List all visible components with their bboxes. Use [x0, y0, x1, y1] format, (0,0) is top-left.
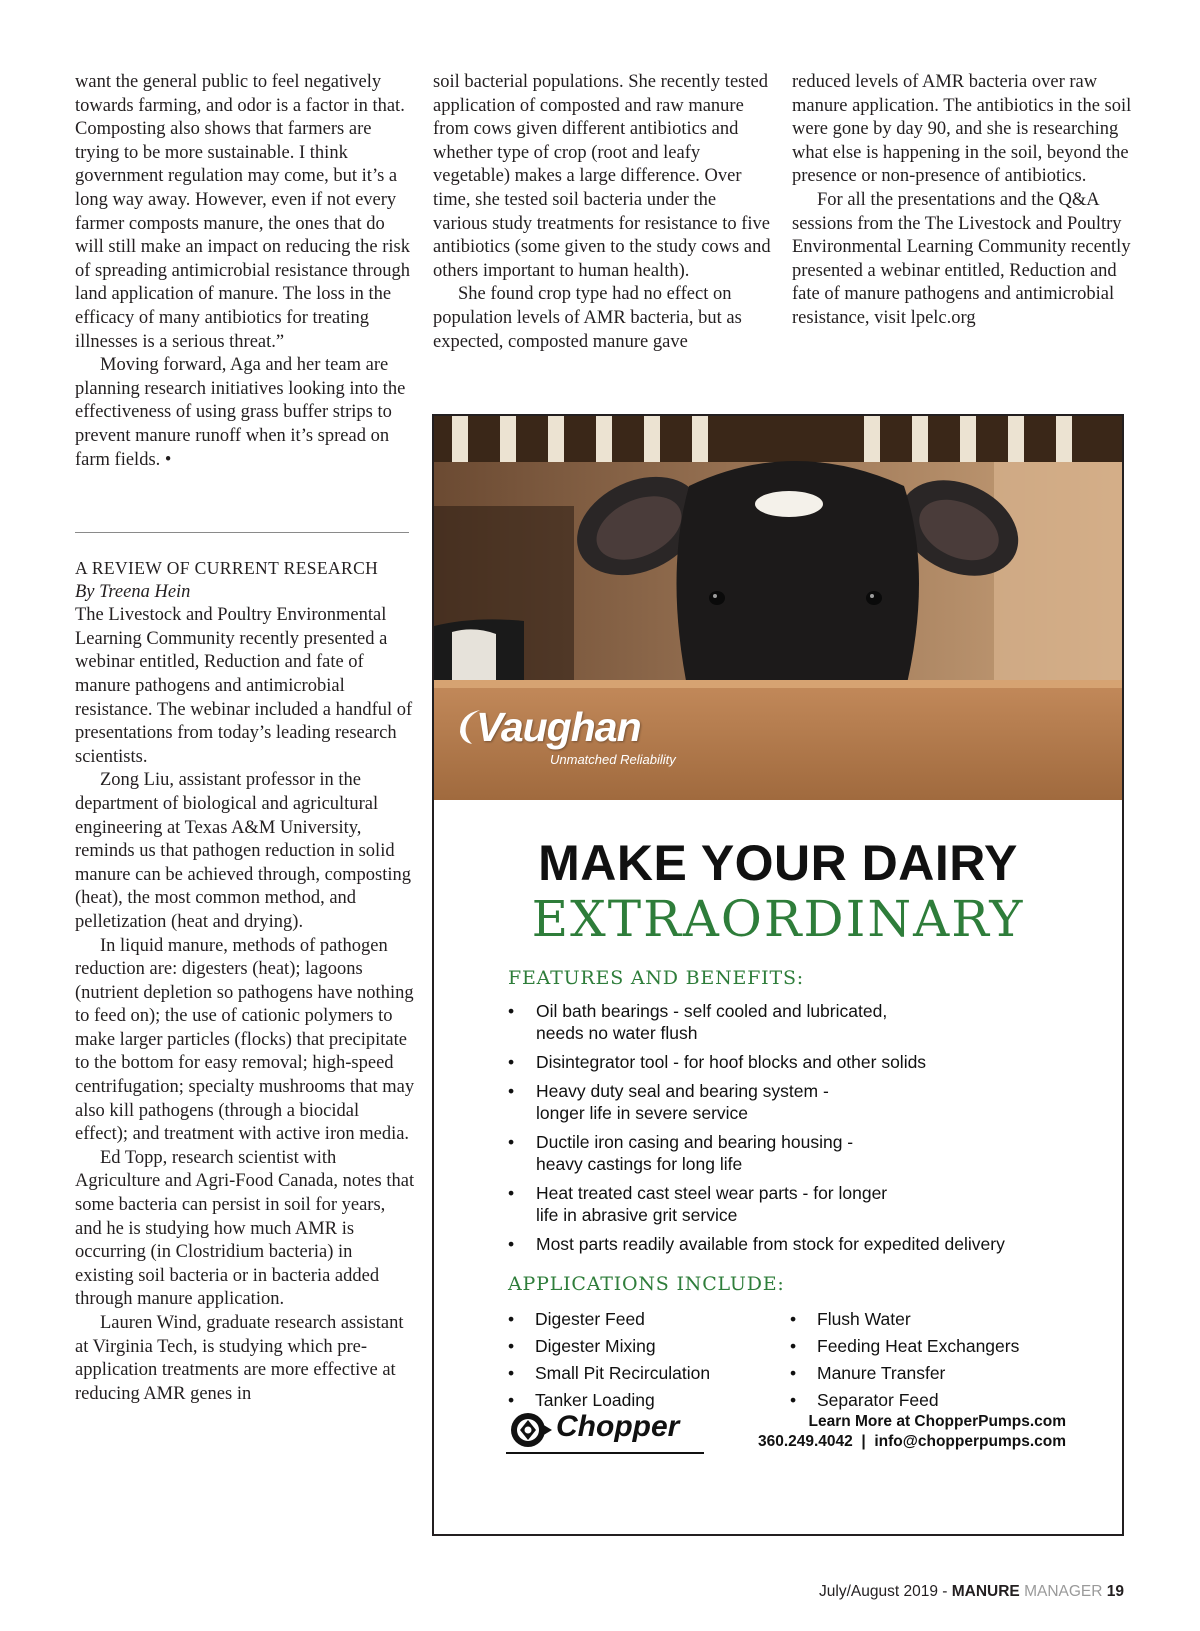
feature-line: longer life in severe service	[536, 1103, 749, 1123]
list-item	[508, 1000, 1108, 1044]
vaughan-tagline: Unmatched Reliability	[550, 752, 676, 767]
chopper-logo	[506, 1410, 706, 1456]
bullet: •	[508, 1001, 515, 1021]
list-item	[790, 1306, 1090, 1333]
logo-underline	[506, 1452, 704, 1454]
feature-line: Most parts readily available from stock for expedited delivery	[536, 1234, 1005, 1254]
paragraph: In liquid manure, methods of pathogen reduction are: digesters (heat); lagoons (nutrient depletion so pathogens have nothing to feed on); the use of cationic polymers to make larger particles (flocks) that precipitate to the bottom for easy removal; high-speed centrifugation; specialty mushrooms that may also kill pathogens (through a biocidal effect); and treatment with active iron media.	[75, 935, 415, 1145]
section-divider	[75, 532, 409, 533]
issue-date: July/August 2019 -	[819, 1583, 952, 1600]
ad-headline-accent: EXTRAORDINARY	[531, 890, 1025, 948]
advertisement[interactable]	[432, 414, 1124, 1536]
list-item	[508, 1051, 1108, 1073]
list-item	[508, 1360, 778, 1387]
applications-list-right	[790, 1306, 1090, 1414]
section-heading: A REVIEW OF CURRENT RESEARCH	[75, 558, 379, 578]
bullet: •	[508, 1081, 515, 1101]
bullet: •	[790, 1336, 797, 1356]
bullet: •	[508, 1390, 515, 1410]
feature-line: life in abrasive grit service	[536, 1205, 738, 1225]
application-item: Manure Transfer	[817, 1363, 946, 1383]
application-item: Separator Feed	[817, 1390, 939, 1410]
list-item	[508, 1233, 1108, 1255]
bullet: •	[790, 1390, 797, 1410]
feature-line: Ductile iron casing and bearing housing -	[536, 1132, 854, 1152]
article-column-1-top	[75, 71, 415, 472]
list-item	[508, 1306, 778, 1333]
list-item	[508, 1131, 1108, 1175]
cow-photo	[434, 416, 1122, 800]
list-item	[508, 1333, 778, 1360]
paragraph: reduced levels of AMR bacteria over raw manure application. The antibiotics in the soil were gone by day 90, and she is researching what else is happening in the soil, beyond the presence or non-presence of antibiotics.	[792, 72, 1132, 187]
vaughan-logo	[454, 704, 694, 774]
bullet: •	[790, 1363, 797, 1383]
page-footer	[819, 1583, 1124, 1601]
bullet: •	[508, 1183, 515, 1203]
article-column-2	[433, 71, 773, 354]
paragraph: want the general public to feel negatively towards farming, and odor is a factor in that. Composting also shows that farmers are trying to be more sustainable. I think government regulation may come, but it’s a long way away. However, even if not every farmer composts manure, the ones that do will still make an impact on reducing the risk of spreading antimicrobial resistance through land application of manure. The loss in the efficacy of many antibiotics for treating illnesses is a serious threat.”	[75, 72, 410, 352]
vaughan-wordmark: Vaughan	[476, 704, 641, 750]
paragraph: For all the presentations and the Q&A sessions from the The Livestock and Poultry Environmental Learning Community recently presented a webinar entitled, Reduction and fate of manure pathogens and antimicrobial resistance, visit lpelc.org	[792, 189, 1131, 328]
list-item	[790, 1387, 1090, 1414]
page-number: 19	[1106, 1583, 1124, 1600]
bullet: •	[508, 1234, 515, 1254]
application-item: Flush Water	[817, 1309, 911, 1329]
features-list	[508, 1000, 1108, 1262]
application-item: Digester Mixing	[535, 1336, 656, 1356]
paragraph: soil bacterial populations. She recently tested application of composted and raw manure from cows given different antibiotics and whether type of crop (root and leafy vegetable) makes a large difference. Over time, she tested soil bacteria under the various study treatments for resistance to five antibiotics (some given to the study cows and others important to human health).	[433, 72, 771, 281]
chopper-gear-icon	[506, 1410, 554, 1450]
application-item: Digester Feed	[535, 1309, 645, 1329]
byline: By Treena Hein	[75, 581, 191, 602]
application-item: Feeding Heat Exchangers	[817, 1336, 1020, 1356]
applications-list-left	[508, 1306, 778, 1414]
bullet: •	[508, 1336, 515, 1356]
chopper-wordmark: Chopper	[556, 1410, 680, 1443]
bullet: •	[790, 1309, 797, 1329]
applications-heading: APPLICATIONS INCLUDE:	[508, 1273, 785, 1295]
bullet: •	[508, 1363, 515, 1383]
feature-line: Disintegrator tool - for hoof blocks and other solids	[536, 1052, 927, 1072]
article-column-3	[792, 71, 1132, 331]
list-item	[508, 1182, 1108, 1226]
paragraph: She found crop type had no effect on population levels of AMR bacteria, but as expected, composted manure gave	[433, 284, 742, 352]
paragraph: Zong Liu, assistant professor in the department of biological and agricultural engineering at Texas A&M University, reminds us that pathogen reduction in solid manure can be achieved through, composting (heat), the most common method, and pelletization (heat and drying).	[75, 770, 411, 932]
bullet: •	[508, 1052, 515, 1072]
list-item	[790, 1333, 1090, 1360]
features-heading: FEATURES AND BENEFITS:	[508, 967, 804, 989]
learn-more-link[interactable]: Learn More at ChopperPumps.com	[808, 1413, 1066, 1430]
feature-line: Heavy duty seal and bearing system -	[536, 1081, 829, 1101]
list-item	[790, 1360, 1090, 1387]
paragraph: Ed Topp, research scientist with Agriculture and Agri-Food Canada, notes that some bacteria can persist in soil for years, and he is studying how much AMR is occurring (in Clostridium bacteria) in existing soil bacteria or in bacteria added through manure application.	[75, 1147, 415, 1310]
feature-line: Oil bath bearings - self cooled and lubricated,	[536, 1001, 888, 1021]
article-column-1-bottom	[75, 557, 415, 1406]
feature-line: Heat treated cast steel wear parts - for longer	[536, 1183, 888, 1203]
magazine-name-light: MANAGER	[1019, 1583, 1107, 1600]
feature-line: heavy castings for long life	[536, 1154, 743, 1174]
paragraph: Lauren Wind, graduate research assistant at Virginia Tech, is studying which pre-application treatments are more effective at reducing AMR genes in	[75, 1313, 404, 1404]
ad-contact-block[interactable]	[758, 1412, 1066, 1452]
paragraph: The Livestock and Poultry Environmental Learning Community recently presented a webinar entitled, Reduction and fate of manure pathogens and antimicrobial resistance. The webinar included a handful of presentations from today’s leading research scientists.	[75, 605, 413, 767]
contact-info[interactable]: 360.249.4042 | info@chopperpumps.com	[757, 1433, 1066, 1450]
paragraph: Moving forward, Aga and her team are planning research initiatives looking into the effectiveness of using grass buffer strips to prevent manure runoff when it’s spread on farm fields. •	[75, 355, 406, 470]
magazine-name-bold: MANURE	[951, 1583, 1020, 1600]
list-item	[508, 1080, 1108, 1124]
bullet: •	[508, 1309, 515, 1329]
ad-headline: MAKE YOUR DAIRY	[538, 835, 1018, 891]
bullet: •	[508, 1132, 515, 1152]
application-item: Tanker Loading	[535, 1390, 655, 1410]
application-item: Small Pit Recirculation	[535, 1363, 711, 1383]
feature-line: needs no water flush	[536, 1023, 698, 1043]
